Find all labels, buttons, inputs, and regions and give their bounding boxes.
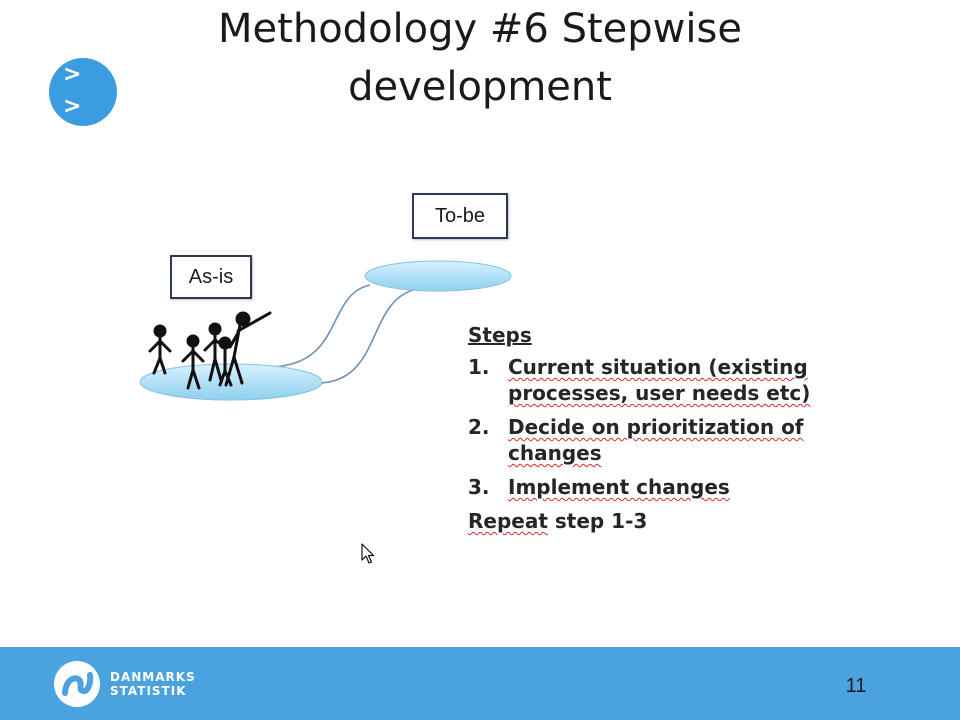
to-be-label: To-be [412, 193, 508, 239]
logo-swirl-icon [54, 661, 100, 707]
as-is-label: As-is [170, 255, 252, 299]
step-text: Current situation (existing processes, user needs etc) [508, 355, 811, 405]
page-number: 11 [845, 675, 867, 697]
to-be-ellipse [365, 261, 511, 291]
footer-bar [0, 647, 960, 720]
repeat-rest: step 1-3 [547, 509, 648, 533]
step-number: 1. [468, 355, 490, 379]
connector-curve [320, 288, 422, 383]
logo-wordmark [110, 670, 196, 698]
step-number: 3. [468, 475, 490, 499]
slide-title: Methodology #6 Stepwise development [218, 6, 742, 110]
mouse-cursor-icon [361, 543, 375, 565]
steps-block [468, 322, 828, 534]
list-item [468, 414, 828, 466]
connector-curve [270, 285, 370, 367]
step-text: Implement changes [508, 475, 730, 499]
logo-line-2: STATISTIK [110, 684, 187, 698]
chevron-right-icon: > [63, 94, 82, 119]
repeat-word: Repeat [468, 509, 548, 533]
logo-line-1: DANMARKS [110, 670, 196, 684]
repeat-line [468, 508, 828, 534]
danmarks-statistik-logo-icon [54, 661, 100, 707]
list-item [468, 354, 828, 406]
step-text: Decide on prioritization of changes [508, 415, 804, 465]
step-number: 2. [468, 415, 490, 439]
steps-list [468, 354, 828, 500]
slide-badge [49, 58, 117, 126]
steps-heading: Steps [468, 323, 532, 347]
list-item [468, 474, 828, 500]
chevron-right-icon: > [63, 62, 82, 87]
